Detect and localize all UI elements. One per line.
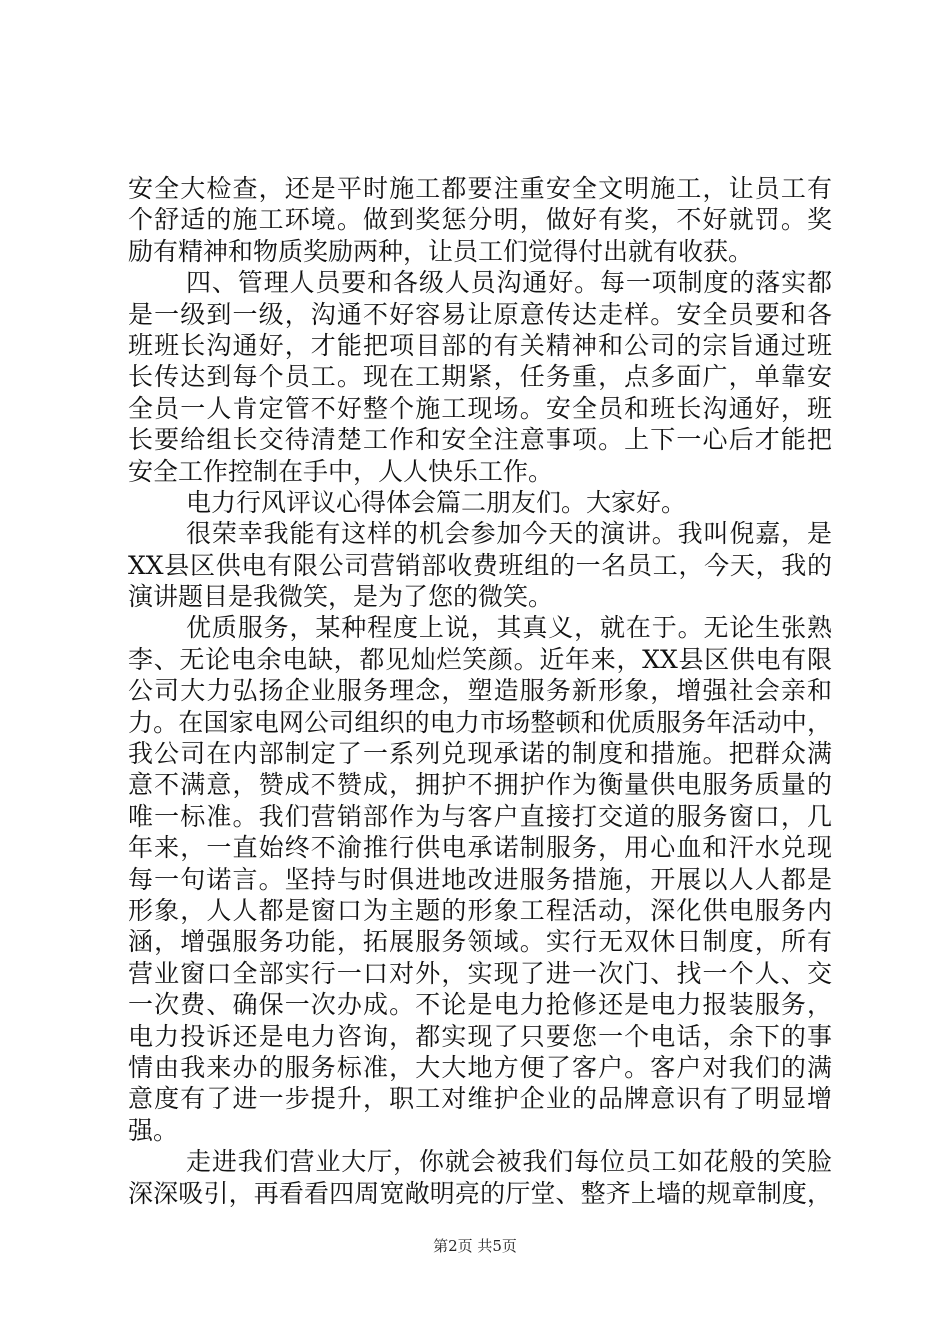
text-line: 很荣幸我能有这样的机会参加今天的演讲。我叫倪嘉，是 [186,519,832,549]
text-line: 唯一标准。我们营销部作为与客户直接打交道的服务窗口，几 [128,801,832,831]
text-line: 李、无论电余电缺，都见灿烂笑颜。近年来，XX县区供电有限 [128,644,832,674]
text-line: 营业窗口全部实行一口对外，实现了进一次门、找一个人、交 [128,958,832,988]
text-line: 年来，一直始终不渝推行供电承诺制服务，用心血和汗水兑现 [128,833,832,863]
text-line: 形象，人人都是窗口为主题的形象工程活动，深化供电服务内 [128,895,832,925]
text-line: 强。 [128,1115,179,1145]
text-line: 是一级到一级，沟通不好容易让原意传达走样。安全员要和各 [128,299,832,329]
text-line: 走进我们营业大厅，你就会被我们每位员工如花般的笑脸 [186,1147,832,1177]
text-line: XX县区供电有限公司营销部收费班组的一名员工，今天，我的 [128,550,832,580]
text-line: 励有精神和物质奖励两种，让员工们觉得付出就有收获。 [128,236,754,266]
text-line: 公司大力弘扬企业服务理念，塑造服务新形象，增强社会亲和 [128,676,832,706]
text-line: 意不满意，赞成不赞成，拥护不拥护作为衡量供电服务质量的 [128,770,832,800]
text-line: 演讲题目是我微笑，是为了您的微笑。 [128,582,554,612]
text-line: 意度有了进一步提升，职工对维护企业的品牌意识有了明显增 [128,1084,832,1114]
text-line: 班班长沟通好，才能把项目部的有关精神和公司的宗旨通过班 [128,330,832,360]
page-footer: 第2页 共5页 [433,1237,517,1255]
text-line: 四、管理人员要和各级人员沟通好。每一项制度的落实都 [186,268,832,298]
text-line: 每一句诺言。坚持与时俱进地改进服务措施，开展以人人都是 [128,864,832,894]
text-line: 我公司在内部制定了一系列兑现承诺的制度和措施。把群众满 [128,739,832,769]
text-line: 涵，增强服务功能，拓展服务领域。实行无双休日制度，所有 [128,927,832,957]
text-line: 安全大检查，还是平时施工都要注重安全文明施工，让员工有 [128,174,832,203]
text-line: 一次费、确保一次办成。不论是电力抢修还是电力报装服务， [128,990,832,1020]
text-line: 长要给组长交待清楚工作和安全注意事项。上下一心后才能把 [128,425,832,455]
body-text [128,173,832,1209]
text-line: 优质服务，某种程度上说，其真义，就在于。无论生张熟 [186,613,832,643]
text-line: 深深吸引，再看看四周宽敞明亮的厅堂、整齐上墙的规章制度， [128,1178,832,1208]
text-line: 情由我来办的服务标准，大大地方便了客户。客户对我们的满 [128,1052,832,1082]
text-line: 安全工作控制在手中，人人快乐工作。 [128,456,554,486]
text-line: 力。在国家电网公司组织的电力市场整顿和优质服务年活动中， [128,707,832,737]
text-line: 电力投诉还是电力咨询，都实现了只要您一个电话，余下的事 [128,1021,832,1051]
text-line: 全员一人肯定管不好整个施工现场。安全员和班长沟通好，班 [128,393,832,423]
text-line: 长传达到每个员工。现在工期紧，任务重，点多面广，单靠安 [128,362,832,392]
text-line: 电力行风评议心得体会篇二朋友们。大家好。 [186,487,687,517]
text-line: 个舒适的施工环境。做到奖惩分明，做好有奖，不好就罚。奖 [128,205,832,235]
